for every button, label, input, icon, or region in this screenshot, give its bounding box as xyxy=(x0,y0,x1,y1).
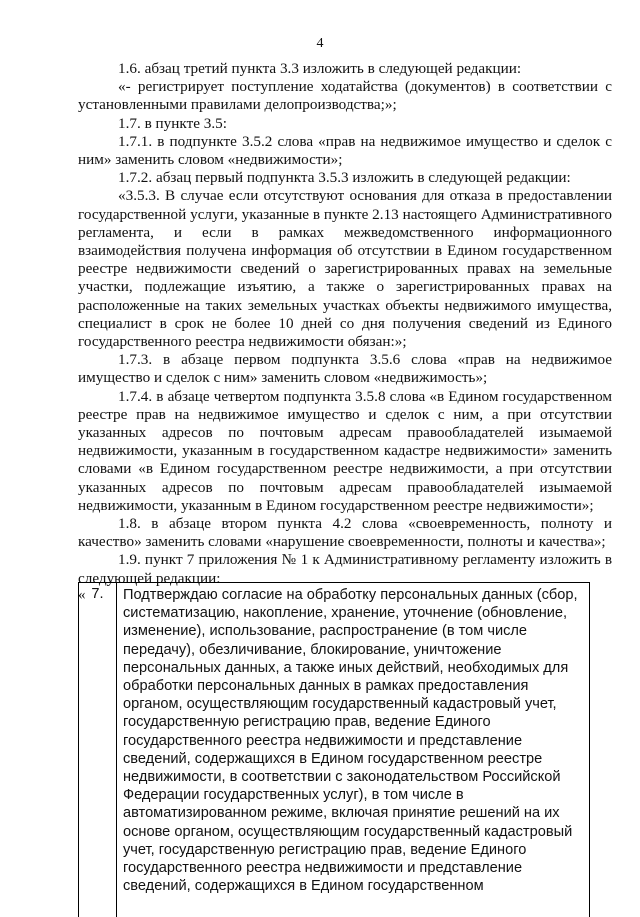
page-number: 4 xyxy=(316,36,324,51)
table-row-text: Подтверждаю согласие на обработку персональных данных (сбор, систематизацию, накопление, хранение, уточнение (обновление, изменение), использование, распространение (в том числе передачу), обезличивание, блокирование, уничтожение персональных данных, а также иных действий, необходимых для обработки персональных данных в рамках предоставления органом, осуществляющим государственный кадастровый учет, государственную регистрацию прав, ведение Единого государственного реестра недвижимости и представление сведений, содержащихся в Едином государственном реестре недвижимости, в соответствии с законодательством Российской Федерации государственных услуг), в том числе в автоматизированном режиме, включая принятие решений на их основе органом, осуществляющим государственный кадастровый учет, государственную регистрацию прав, ведение Единого государственного реестра недвижимости и представление сведений, содержащихся в Едином государственном xyxy=(123,587,578,895)
document-body xyxy=(78,60,612,602)
paragraph-1-6: 1.6. абзац третий пункта 3.3 изложить в следующей редакции: xyxy=(118,60,522,77)
paragraph-3-5-3-text: «3.5.3. В случае если отсутствуют основания для отказа в предоставлении государственной услуги, указанные в пункте 2.13 настоящего Административного регламента, и если в рамках межведомственного информационного взаимодействия получена информация об отсутствии в Едином государственном реестре недвижимости сведений о зарегистрированных правах на земельные участки, подлежащие изъятию, а также о зарегистрированных правах на расположенные на таких земельных участках объекты недвижимого имущества, специалист в срок не более 10 дней со дня получения сведений из Единого государственного реестра недвижимости обязан:»; xyxy=(78,187,612,351)
paragraph-1-7-1: 1.7.1. в подпункте 3.5.2 слова «прав на недвижимое имущество и сделок с ним» заменить словом «недвижимости»; xyxy=(78,132,612,169)
paragraph-1-6-text: «- регистрирует поступление ходатайства (документов) в соответствии с установленными правилами делопроизводства;»; xyxy=(78,78,612,114)
opening-quote: « xyxy=(78,586,86,603)
paragraph-1-8: 1.8. в абзаце втором пункта 4.2 слова «своевременность, полноту и качество» заменить словами «нарушение своевременности, полноты и качества»; xyxy=(78,515,612,551)
paragraph-1-9: 1.9. пункт 7 приложения № 1 к Административному регламенту изложить в следующей редакции: xyxy=(78,551,612,587)
paragraph-1-7-3: 1.7.3. в абзаце первом подпункта 3.5.6 слова «прав на недвижимое имущество и сделок с ним» заменить словом «недвижимость»; xyxy=(78,351,612,387)
paragraph-1-7: 1.7. в пункте 3.5: xyxy=(118,114,227,132)
paragraph-1-7-4: 1.7.4. в абзаце четвертом подпункта 3.5.8 слова «в Едином государственном реестре прав на недвижимое имущество и сделок с ним, а при отсутствии указанных адресов по почтовым адресам правообладателей изымаемой недвижимости, указанным в государственном кадастре недвижимости» заменить словами «в Едином государственном реестре недвижимости, а при отсутствии указанных адресов по почтовым адресам правообладателей изымаемой недвижимости, указанным в Едином государственном реестре недвижимости»; xyxy=(78,387,612,514)
consent-table xyxy=(78,582,590,917)
table-row-number: 7. xyxy=(79,583,117,917)
paragraph-1-7-2: 1.7.2. абзац первый подпункта 3.5.3 изложить в следующей редакции: xyxy=(118,169,571,187)
